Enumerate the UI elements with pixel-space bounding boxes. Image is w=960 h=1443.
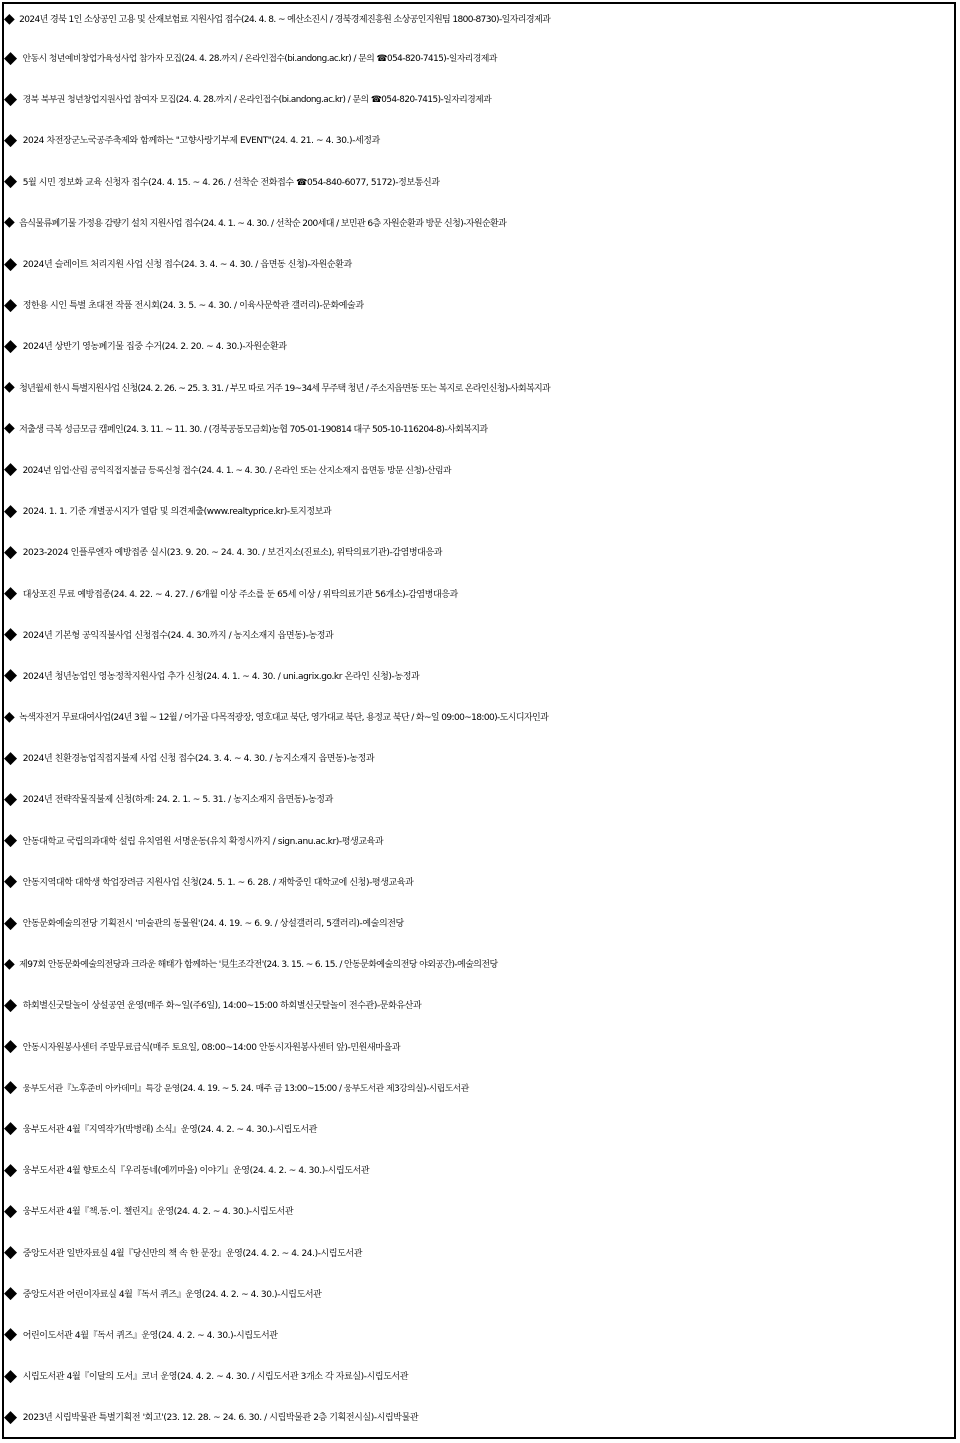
notice-text: 웅부도서관 4월 향토소식『우리동네(예끼마을) 이야기』운영(24. 4. 2. ~ 4. 30.)-시립도서관 <box>22 1166 370 1177</box>
diamond-bullet-icon: ◆ <box>4 1365 17 1386</box>
diamond-bullet-icon: ◆ <box>4 665 17 686</box>
notice-item[interactable] <box>4 202 956 243</box>
notice-text: 저출생 극복 성금모금 캠페인(24. 3. 11. ~ 11. 30. / (경북공동모금회)농협 705-01-190814 대구 505-10-116204-8)-사회복지과 <box>19 424 488 435</box>
diamond-bullet-icon: ◆ <box>4 1242 17 1263</box>
notice-item[interactable] <box>4 984 956 1025</box>
notice-text: 2024년 슬레이트 처리지원 사업 신청 접수(24. 3. 4. ~ 4. 30. / 읍면동 신청)-자원순환과 <box>22 260 352 271</box>
notice-text: 안동대학교 국립의과대학 설립 유치염원 서명운동(유치 확정시까지 / sign.anu.ac.kr)-평생교육과 <box>22 836 384 847</box>
notice-text: 2024년 기본형 공익직불사업 신청접수(24. 4. 30.까지 / 농지소재지 읍면동)-농정과 <box>22 630 334 641</box>
notice-item[interactable] <box>4 820 956 861</box>
diamond-bullet-icon: ◆ <box>4 253 17 274</box>
diamond-bullet-icon: ◆ <box>4 47 17 68</box>
diamond-bullet-icon: ◆ <box>4 1283 17 1304</box>
notice-item[interactable] <box>4 37 956 78</box>
notice-text: 청년월세 한시 특별지원사업 신청(24. 2. 26. ~ 25. 3. 31. / 부모 따로 거주 19~34세 무주택 청년 / 주소지읍면동 또는 복지로 온라인신청)-사회복지과 <box>19 383 551 394</box>
diamond-bullet-icon: ◆ <box>4 994 17 1015</box>
diamond-bullet-icon: ◆ <box>4 1200 17 1221</box>
notice-text: 안동시 청년예비창업가육성사업 참가자 모집(24. 4. 28.까지 / 온라인접수(bi.andong.ac.kr) / 문의 ☎054-820-7415)-일자리경제과 <box>22 54 497 65</box>
diamond-bullet-icon: ◆ <box>4 1118 17 1139</box>
diamond-bullet-icon: ◆ <box>4 129 17 150</box>
notice-text: 중앙도서관 일반자료실 4월『당신만의 책 속 한 문장』운영(24. 4. 2. ~ 4. 24.)-시립도서관 <box>22 1248 363 1259</box>
notice-item[interactable] <box>4 1273 956 1314</box>
diamond-bullet-icon: ◆ <box>4 955 15 972</box>
diamond-bullet-icon: ◆ <box>4 214 15 231</box>
notice-text: 녹색자전거 무료대여사업(24년 3월 ~ 12월 / 어가골 다목적광장, 영호대교 북단, 영가대교 북단, 용정교 북단 / 화~일 09:00~18:00)-도시디자인과 <box>19 713 549 724</box>
notice-text: 2024년 경북 1인 소상공인 고용 및 산재보험료 지원사업 접수(24. 4. 8. ~ 예산소진시 / 경북경제진흥원 소상공인지원팀 1800-8730)-일자리경제과 <box>19 15 551 25</box>
diamond-bullet-icon: ◆ <box>4 420 15 437</box>
notice-item[interactable] <box>4 1149 956 1190</box>
diamond-bullet-icon: ◆ <box>4 459 17 480</box>
notice-item[interactable] <box>4 1067 956 1108</box>
notice-text: 시립도서관 4월『이달의 도서』코너 운영(24. 4. 2. ~ 4. 30. / 시립도서관 3개소 각 자료실)-시립도서관 <box>22 1372 409 1383</box>
notice-item[interactable] <box>4 119 956 160</box>
notice-item[interactable] <box>4 1026 956 1067</box>
notice-item[interactable] <box>4 696 956 737</box>
notice-item[interactable] <box>4 572 956 613</box>
diamond-bullet-icon: ◆ <box>4 912 17 933</box>
diamond-bullet-icon: ◆ <box>4 379 15 396</box>
notice-text: 2024년 임업·산림 공익직접지불금 등록신청 접수(24. 4. 1. ~ 4. 30. / 온라인 또는 산지소재지 읍면동 방문 신청)-산림과 <box>22 465 451 476</box>
diamond-bullet-icon: ◆ <box>4 10 15 27</box>
notice-item[interactable] <box>4 367 956 408</box>
notice-item[interactable] <box>4 1355 956 1396</box>
notice-text: 안동지역대학 대학생 학업장려금 지원사업 신청(24. 5. 1. ~ 6. 28. / 재학중인 대학교에 신청)-평생교육과 <box>22 877 414 888</box>
notice-text: 5월 시민 정보화 교육 신청자 접수(24. 4. 15. ~ 4. 26. / 선착순 전화접수 ☎054-840-6077, 5172)-정보통신과 <box>22 177 440 188</box>
notice-text: 음식물류폐기물 가정용 감량기 설치 지원사업 접수(24. 4. 1. ~ 4. 30. / 선착순 200세대 / 보민관 6층 자원순환과 방문 신청)-자원순환과 <box>19 218 507 229</box>
diamond-bullet-icon: ◆ <box>4 335 17 356</box>
notice-item[interactable] <box>4 902 956 943</box>
notice-item[interactable] <box>4 449 956 490</box>
notice-item[interactable] <box>4 861 956 902</box>
notice-text: 2024년 상반기 영농폐기물 집중 수거(24. 2. 20. ~ 4. 30.)-자원순환과 <box>22 342 287 353</box>
notice-item[interactable] <box>4 284 956 325</box>
notice-text: 2024년 전략작물직불제 신청(하계: 24. 2. 1. ~ 5. 31. / 농지소재지 읍면동)-농정과 <box>22 795 333 806</box>
notice-text: 안동시자원봉사센터 주말무료급식(매주 토요일, 08:00~14:00 안동시자원봉사센터 앞)-민원새마을과 <box>22 1042 401 1053</box>
diamond-bullet-icon: ◆ <box>4 583 17 604</box>
notice-text: 2024년 친환경농업직접지불제 사업 신청 접수(24. 3. 4. ~ 4. 30. / 농지소재지 읍면동)-농정과 <box>22 754 375 765</box>
notice-item[interactable] <box>4 1314 956 1355</box>
notice-item[interactable] <box>4 778 956 819</box>
diamond-bullet-icon: ◆ <box>4 294 17 315</box>
notice-item[interactable] <box>4 243 956 284</box>
notice-text: 안동문화예술의전당 기획전시 '미술관의 동물원'(24. 4. 19. ~ 6. 9. / 상설갤러리, 5갤러리)-예술의전당 <box>22 919 404 930</box>
notice-text: 2024 차전장군노국공주축제와 함께하는 "고향사랑기부제 EVENT"(24. 4. 21. ~ 4. 30.)-세정과 <box>22 136 380 147</box>
notice-text: 정한용 시인 특별 초대전 작품 전시회(24. 3. 5. ~ 4. 30. / 이육사문학관 갤러리)-문화예술과 <box>22 301 364 312</box>
diamond-bullet-icon: ◆ <box>4 88 17 109</box>
diamond-bullet-icon: ◆ <box>4 1406 17 1427</box>
notice-item[interactable] <box>4 0 956 37</box>
notice-item[interactable] <box>4 1190 956 1231</box>
notice-text: 제97회 안동문화예술의전당과 크라운 해태가 함께하는 '見生조각전'(24. 3. 15. ~ 6. 15. / 안동문화예술의전당 야외공간)-예술의전당 <box>19 960 498 971</box>
diamond-bullet-icon: ◆ <box>4 747 17 768</box>
diamond-bullet-icon: ◆ <box>4 830 17 851</box>
notice-text: 2023년 시립박물관 특별기획전 '회고'(23. 12. 28. ~ 24. 6. 30. / 시립박물관 2층 기획전시실)-시립박물관 <box>22 1413 419 1424</box>
notice-item[interactable] <box>4 408 956 449</box>
notice-item[interactable] <box>4 943 956 984</box>
notice-text: 어린이도서관 4월『독서 퀴즈』운영(24. 4. 2. ~ 4. 30.)-시립도서관 <box>22 1330 278 1341</box>
notice-item[interactable] <box>4 614 956 655</box>
notice-text: 웅부도서관『노후준비 아카데미』특강 운영(24. 4. 19. ~ 5. 24. 매주 금 13:00~15:00 / 웅부도서관 제3강의실)-시립도서관 <box>22 1083 469 1094</box>
notice-item[interactable] <box>4 531 956 572</box>
notice-item[interactable] <box>4 325 956 366</box>
diamond-bullet-icon: ◆ <box>4 500 17 521</box>
notice-text: 2024년 청년농업인 영농정착지원사업 추가 신청(24. 4. 1. ~ 4. 30. / uni.agrix.go.kr 온라인 신청)-농정과 <box>22 671 420 682</box>
diamond-bullet-icon: ◆ <box>4 1159 17 1180</box>
diamond-bullet-icon: ◆ <box>4 788 17 809</box>
notice-item[interactable] <box>4 655 956 696</box>
diamond-bullet-icon: ◆ <box>4 871 17 892</box>
diamond-bullet-icon: ◆ <box>4 1077 17 1098</box>
notice-item[interactable] <box>4 737 956 778</box>
notice-text: 경북 북부권 청년창업지원사업 참여자 모집(24. 4. 28.까지 / 온라인접수(bi.andong.ac.kr) / 문의 ☎054-820-7415)-일자리경제과 <box>22 95 492 106</box>
notice-text: 중앙도서관 어린이자료실 4월『독서 퀴즈』운영(24. 4. 2. ~ 4. 30.)-시립도서관 <box>22 1289 322 1300</box>
notice-text: 대상포진 무료 예방접종(24. 4. 22. ~ 4. 27. / 6개월 이상 주소를 둔 65세 이상 / 위탁의료기관 56개소)-감염병대응과 <box>22 589 458 600</box>
notice-item[interactable] <box>4 78 956 119</box>
notice-item[interactable] <box>4 1231 956 1272</box>
diamond-bullet-icon: ◆ <box>4 624 17 645</box>
diamond-bullet-icon: ◆ <box>4 1036 17 1057</box>
diamond-bullet-icon: ◆ <box>4 541 17 562</box>
notice-item[interactable] <box>4 490 956 531</box>
notice-list <box>4 0 956 1437</box>
notice-text: 하회별신굿탈놀이 상설공연 운영(매주 화~일(주6일), 14:00~15:00 하회별신굿탈놀이 전수관)-문화유산과 <box>22 1001 422 1012</box>
notice-text: 웅부도서관 4월『책.동.이. 챌린지』운영(24. 4. 2. ~ 4. 30.)-시립도서관 <box>22 1207 294 1218</box>
notice-text: 2023-2024 인플루엔자 예방접종 실시(23. 9. 20. ~ 24. 4. 30. / 보건지소(진료소), 위탁의료기관)-감염병대응과 <box>22 548 443 559</box>
notice-text: 2024. 1. 1. 기준 개별공시지가 열람 및 의견제출(www.realtyprice.kr)-토지정보과 <box>22 507 332 518</box>
notice-item[interactable] <box>4 161 956 202</box>
notice-text: 웅부도서관 4월『지역작가(박병래) 소식』운영(24. 4. 2. ~ 4. 30.)-시립도서관 <box>22 1124 317 1135</box>
diamond-bullet-icon: ◆ <box>4 1324 17 1345</box>
diamond-bullet-icon: ◆ <box>4 708 15 725</box>
notice-item[interactable] <box>4 1108 956 1149</box>
notice-item[interactable] <box>4 1396 956 1437</box>
diamond-bullet-icon: ◆ <box>4 171 17 192</box>
